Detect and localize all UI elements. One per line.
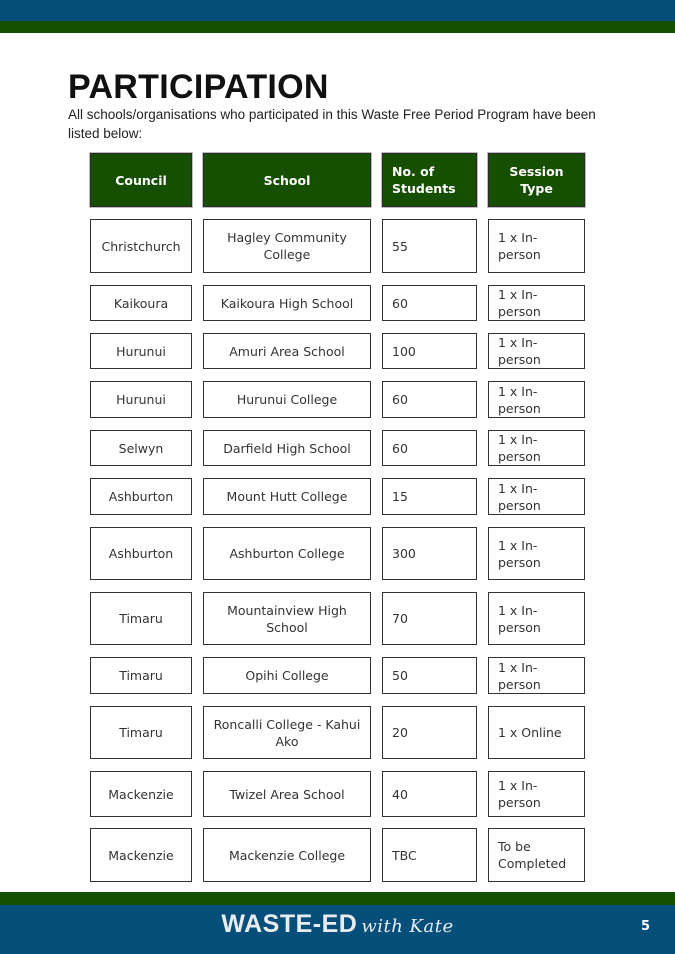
cell-school: Opihi College [203, 657, 371, 694]
cell-session-type: 1 x In-person [488, 430, 585, 466]
cell-school: Mountainview High School [203, 592, 371, 645]
cell-council: Ashburton [90, 478, 192, 515]
cell-school: Hagley Community College [203, 219, 371, 273]
cell-session-type: 1 x In-person [488, 657, 585, 694]
cell-council: Mackenzie [90, 771, 192, 817]
cell-council: Ashburton [90, 527, 192, 580]
cell-school: Hurunui College [203, 381, 371, 418]
cell-session-type: To be Completed [488, 828, 585, 882]
cell-school: Mount Hutt College [203, 478, 371, 515]
cell-students: 40 [382, 771, 477, 817]
cell-council: Hurunui [90, 381, 192, 418]
cell-session-type: 1 x In-person [488, 381, 585, 418]
cell-session-type: 1 x In-person [488, 478, 585, 515]
intro-text: All schools/organisations who participated in this Waste Free Period Program have been listed below: [68, 107, 596, 141]
cell-council: Timaru [90, 706, 192, 759]
cell-session-type: 1 x In-person [488, 219, 585, 273]
cell-school: Kaikoura High School [203, 285, 371, 321]
cell-school: Amuri Area School [203, 333, 371, 369]
cell-students: 60 [382, 285, 477, 321]
cell-students: 300 [382, 527, 477, 580]
cell-students: 60 [382, 430, 477, 466]
cell-students: 15 [382, 478, 477, 515]
header-students: No. of Students [382, 153, 477, 207]
cell-council: Hurunui [90, 333, 192, 369]
cell-students: 60 [382, 381, 477, 418]
cell-school: Mackenzie College [203, 828, 371, 882]
page-title: PARTICIPATION [68, 68, 329, 106]
waste-ed-logo [0, 910, 675, 939]
cell-session-type: 1 x In-person [488, 527, 585, 580]
footer-green-band [0, 892, 675, 905]
cell-school: Darfield High School [203, 430, 371, 466]
logo-main-text: WASTE-ED [221, 910, 358, 938]
header-session-type: Session Type [488, 153, 585, 207]
top-green-band [0, 21, 675, 33]
cell-students: TBC [382, 828, 477, 882]
cell-council: Timaru [90, 592, 192, 645]
header-school: School [203, 153, 371, 207]
cell-council: Selwyn [90, 430, 192, 466]
top-blue-band [0, 0, 675, 21]
cell-council: Timaru [90, 657, 192, 694]
cell-council: Mackenzie [90, 828, 192, 882]
cell-students: 20 [382, 706, 477, 759]
cell-school: Roncalli College - Kahui Ako [203, 706, 371, 759]
cell-session-type: 1 x Online [488, 706, 585, 759]
cell-session-type: 1 x In-person [488, 592, 585, 645]
cell-session-type: 1 x In-person [488, 771, 585, 817]
cell-school: Twizel Area School [203, 771, 371, 817]
cell-school: Ashburton College [203, 527, 371, 580]
logo-script-text: with Kate [361, 916, 454, 937]
cell-session-type: 1 x In-person [488, 333, 585, 369]
cell-council: Christchurch [90, 219, 192, 273]
cell-council: Kaikoura [90, 285, 192, 321]
header-council: Council [90, 153, 192, 207]
cell-students: 50 [382, 657, 477, 694]
cell-students: 100 [382, 333, 477, 369]
cell-students: 55 [382, 219, 477, 273]
page-number: 5 [640, 919, 650, 934]
cell-session-type: 1 x In-person [488, 285, 585, 321]
cell-students: 70 [382, 592, 477, 645]
